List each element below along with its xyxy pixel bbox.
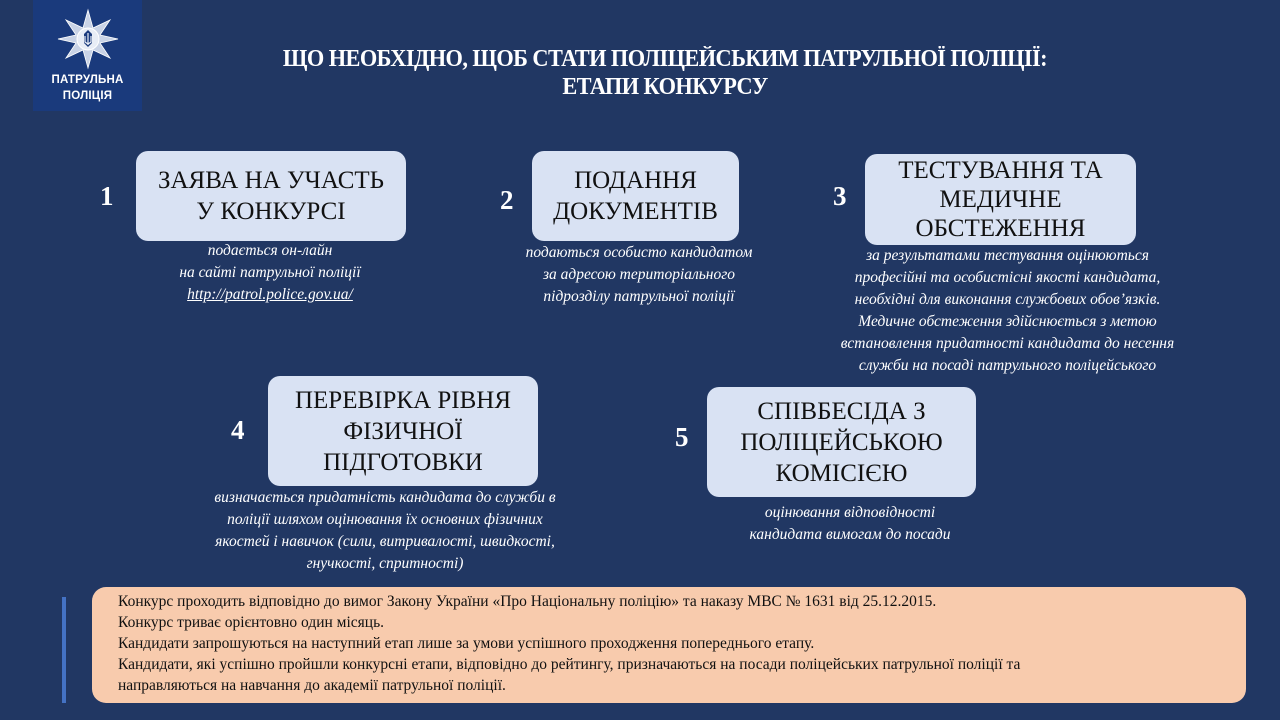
stage-3-number: 3 [833, 181, 847, 211]
stage-1-description [130, 240, 410, 306]
stage-2-desc-line: за адресою територіального [542, 266, 736, 283]
stage-1-desc-line: на сайті патрульної поліції [179, 264, 361, 281]
logo-text-line2: ПОЛІЦІЯ [62, 90, 113, 102]
stage-2-description [488, 242, 790, 308]
stage-5-title-line: СПІВБЕСІДА З [757, 397, 926, 425]
stage-5-desc-line: оцінювання відповідності [764, 504, 936, 521]
note-line: Кандидати запрошуються на наступний етап лише за умови успішного проходження попереднього етапу. [118, 635, 815, 652]
stage-3-title-line: ОБСТЕЖЕННЯ [915, 215, 1086, 242]
stage-3-box [865, 154, 1136, 245]
stage-4-desc-line: поліції шляхом оцінювання їх основних фізичних [227, 511, 543, 528]
stage-1-number: 1 [100, 181, 114, 211]
page-title [186, 45, 1144, 101]
stage-1-desc-line: подається он-лайн [207, 242, 333, 259]
stage-4-desc-line: гнучкості, спритності) [306, 555, 464, 572]
stage-5-description [700, 502, 1000, 546]
stage-3-desc-line: встановлення придатності кандидата до несення [840, 335, 1175, 352]
title-line1: ЩО НЕОБХІДНО, ЩОБ СТАТИ ПОЛІЦЕЙСЬКИМ ПАТРУЛЬНОЇ ПОЛІЦІЇ: [282, 46, 1048, 72]
stage-3-desc-line: служби на посаді патрульного поліцейського [858, 357, 1157, 374]
stage-4-title-line: ПЕРЕВІРКА РІВНЯ [294, 386, 511, 414]
stage-3-desc-line: професійні та особистісні якості кандидата, [854, 269, 1161, 286]
patrol-police-logo [33, 0, 142, 111]
stage-4-description [165, 487, 605, 575]
stage-5-title-line: КОМІСІЄЮ [775, 459, 908, 487]
stage-1-title-line: У КОНКУРСІ [196, 198, 346, 225]
stage-4-title-line: ФІЗИЧНОЇ [343, 417, 463, 445]
competition-notes-panel [92, 587, 1246, 703]
stage-5-desc-line: кандидата вимогам до посади [749, 526, 951, 543]
stage-4-title-line: ПІДГОТОВКИ [323, 448, 483, 476]
logo-text-line1: ПАТРУЛЬНА [51, 74, 124, 86]
police-star-icon [56, 8, 120, 70]
stage-1-box [136, 151, 406, 241]
stage-3-title-line: МЕДИЧНЕ [939, 186, 1062, 213]
note-line: Кандидати, які успішно пройшли конкурсні етапи, відповідно до рейтингу, призначаються на посади поліцейських патрульної поліції та [118, 656, 1021, 673]
stage-3-desc-line: необхідні для виконання службових обов’язків. [854, 291, 1161, 308]
stage-1-title-line: ЗАЯВА НА УЧАСТЬ [157, 167, 385, 194]
title-line2: ЕТАПИ КОНКУРСУ [562, 74, 768, 100]
stage-5-title-line: ПОЛІЦЕЙСЬКОЮ [740, 428, 943, 456]
stage-3-desc-line: за результатами тестування оцінюються [866, 247, 1149, 264]
stage-3-desc-line: Медичне обстеження здійснюється з метою [858, 313, 1157, 330]
stage-4-box [268, 376, 538, 486]
stage-4-desc-line: визначається придатність кандидата до служби в [214, 489, 556, 506]
stage-2-desc-line: подаються особисто кандидатом [525, 244, 753, 261]
stage-2-box [532, 151, 739, 241]
patrol-website-link[interactable]: http://patrol.police.gov.ua/ [187, 286, 353, 303]
note-line: Конкурс триває орієнтовно один місяць. [118, 614, 385, 631]
stage-2-title-line: ДОКУМЕНТІВ [553, 198, 718, 225]
stage-4-desc-line: якостей і навичок (сили, витривалості, швидкості, [215, 533, 555, 550]
stage-2-number: 2 [500, 185, 514, 215]
stage-4-number: 4 [231, 415, 245, 445]
note-line: Конкурс проходить відповідно до вимог Закону України «Про Національну поліцію» та наказу МВС № 1631 від 25.12.2015. [118, 593, 937, 610]
note-line: направляються на навчання до академії патрульної поліції. [118, 677, 506, 694]
stage-2-title-line: ПОДАННЯ [574, 167, 697, 194]
stage-5-box [707, 387, 976, 497]
stage-3-title-line: ТЕСТУВАННЯ ТА [898, 157, 1103, 184]
note-accent-bar [62, 597, 66, 703]
stage-2-desc-line: підрозділу патрульної поліції [543, 288, 735, 305]
stage-5-number: 5 [675, 422, 689, 452]
stage-3-description [795, 245, 1220, 377]
